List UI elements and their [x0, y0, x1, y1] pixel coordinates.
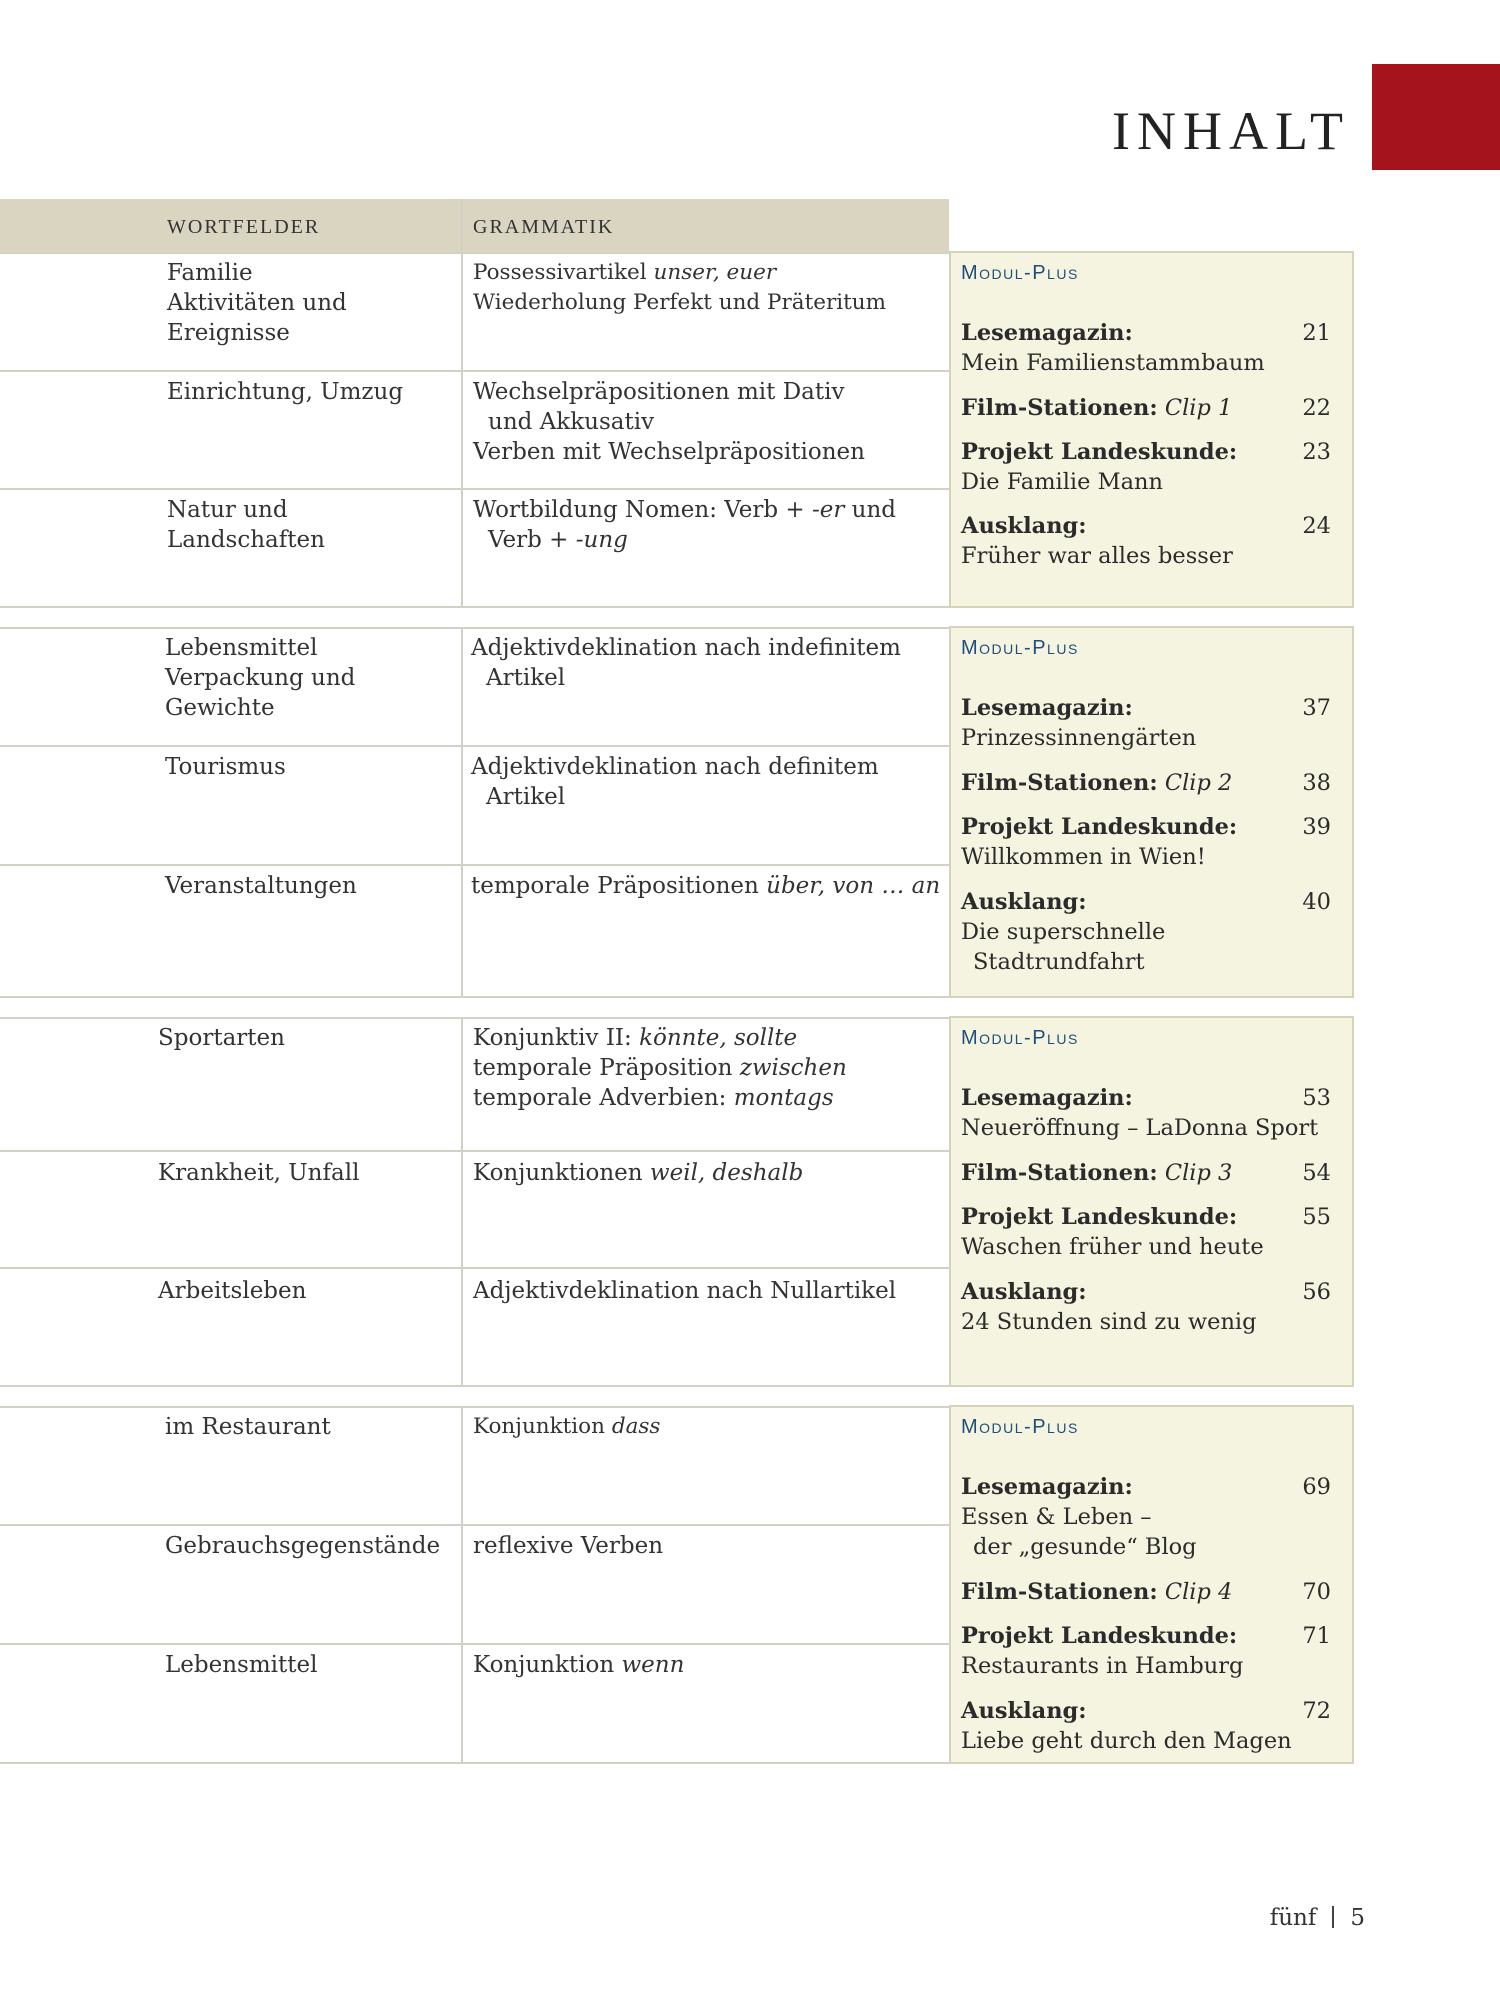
grammatik-cell: temporale Präpositionen über, von … an — [471, 873, 941, 899]
film-stationen-entry: Film-Stationen: Clip 1 22 — [961, 395, 1331, 421]
row-divider — [0, 1762, 949, 1764]
modul-plus-title: Modul-Plus — [961, 262, 1079, 284]
ausklang-entry: Ausklang: 72 Liebe geht durch den Magen — [961, 1698, 1331, 1754]
film-stationen-entry: Film-Stationen: Clip 3 54 — [961, 1160, 1331, 1186]
film-stationen-entry: Film-Stationen: Clip 2 38 — [961, 770, 1331, 796]
projekt-landeskunde-entry: Projekt Landeskunde: 71 Restaurants in Hamburg — [961, 1623, 1331, 1679]
row-divider — [0, 864, 949, 866]
chapter-color-tab — [1372, 64, 1500, 170]
ausklang-entry: Ausklang: 40 Die superschnelle Stadtrundfahrt — [961, 889, 1331, 975]
wortfelder-cell: Lebensmittel Verpackung und Gewichte — [165, 635, 356, 721]
footer-separator — [1332, 1906, 1334, 1928]
grammatik-cell: Konjunktiv II: könnte, sollte temporale Präposition zwischen temporale Adverbien: montags — [473, 1025, 847, 1111]
ausklang-entry: Ausklang: 56 24 Stunden sind zu wenig — [961, 1279, 1331, 1335]
grammatik-cell: Konjunktion dass — [473, 1414, 661, 1439]
page-footer — [1270, 1905, 1365, 1931]
modul-plus-box — [949, 251, 1354, 608]
lesemagazin-entry: Lesemagazin: 21 Mein Familienstammbaum — [961, 320, 1331, 376]
modul-plus-title: Modul-Plus — [961, 1027, 1079, 1049]
column-header-wortfelder: WORTFELDER — [167, 216, 321, 238]
modul-plus-box — [949, 1405, 1354, 1764]
grammatik-cell: Adjektivdeklination nach Nullartikel — [473, 1278, 897, 1304]
page-title: INHALT — [1112, 101, 1350, 161]
grammatik-cell: Adjektivdeklination nach definitem Artikel — [471, 754, 879, 810]
page-number: 5 — [1350, 1905, 1365, 1931]
projekt-landeskunde-entry: Projekt Landeskunde: 23 Die Familie Mann — [961, 439, 1331, 495]
row-divider — [0, 1017, 949, 1019]
modul-plus-title: Modul-Plus — [961, 637, 1079, 659]
grammatik-cell: Adjektivdeklination nach indefinitem Artikel — [471, 635, 901, 691]
wortfelder-cell: Arbeitsleben — [158, 1278, 307, 1304]
footer-word: fünf — [1269, 1905, 1317, 1931]
modul-plus-title: Modul-Plus — [961, 1416, 1079, 1438]
column-divider — [461, 627, 463, 996]
projekt-landeskunde-entry: Projekt Landeskunde: 55 Waschen früher und heute — [961, 1204, 1331, 1260]
row-divider — [0, 627, 949, 629]
grammatik-cell: Wortbildung Nomen: Verb + -er und Verb + -ung — [473, 497, 897, 553]
wortfelder-cell: Krankheit, Unfall — [158, 1160, 360, 1186]
row-divider — [0, 1150, 949, 1152]
row-divider — [0, 1406, 949, 1408]
projekt-landeskunde-entry: Projekt Landeskunde: 39 Willkommen in Wien! — [961, 814, 1331, 870]
wortfelder-cell: Natur und Landschaften — [167, 497, 325, 553]
column-divider — [461, 252, 463, 606]
lesemagazin-entry: Lesemagazin: 53 Neueröffnung – LaDonna Sport — [961, 1085, 1331, 1141]
grammatik-cell: reflexive Verben — [473, 1533, 664, 1559]
row-divider — [0, 606, 949, 608]
row-divider — [0, 488, 949, 490]
grammatik-cell: Possessivartikel unser, euer Wiederholung Perfekt und Präteritum — [473, 260, 886, 315]
row-divider — [0, 1267, 949, 1269]
lesemagazin-entry: Lesemagazin: 37 Prinzessinnengärten — [961, 695, 1331, 751]
modul-plus-box — [949, 626, 1354, 998]
column-divider — [461, 1406, 463, 1762]
wortfelder-cell: Sportarten — [158, 1025, 285, 1051]
modul-plus-box — [949, 1016, 1354, 1387]
wortfelder-cell: Gebrauchsgegenstände — [165, 1533, 441, 1559]
wortfelder-cell: Lebensmittel — [165, 1652, 318, 1678]
wortfelder-cell: Tourismus — [165, 754, 286, 780]
column-divider — [461, 1017, 463, 1385]
grammatik-cell: Konjunktion wenn — [473, 1652, 685, 1678]
row-divider — [0, 745, 949, 747]
column-header-grammatik: GRAMMATIK — [473, 216, 615, 238]
wortfelder-cell: Einrichtung, Umzug — [167, 379, 404, 405]
row-divider — [0, 996, 949, 998]
wortfelder-cell: Veranstaltungen — [165, 873, 357, 899]
lesemagazin-entry: Lesemagazin: 69 Essen & Leben – der „gesunde“ Blog — [961, 1474, 1331, 1560]
row-divider — [0, 1524, 949, 1526]
film-stationen-entry: Film-Stationen: Clip 4 70 — [961, 1579, 1331, 1605]
row-divider — [0, 1385, 949, 1387]
row-divider — [0, 370, 949, 372]
row-divider — [0, 1643, 949, 1645]
ausklang-entry: Ausklang: 24 Früher war alles besser — [961, 513, 1331, 569]
grammatik-cell: Wechselpräpositionen mit Dativ und Akkusativ Verben mit Wechselpräpositionen — [473, 379, 865, 465]
wortfelder-cell: im Restaurant — [165, 1414, 331, 1440]
row-divider — [0, 252, 949, 254]
grammatik-cell: Konjunktionen weil, deshalb — [473, 1160, 804, 1186]
header-divider — [461, 199, 463, 252]
wortfelder-cell: Familie Aktivitäten und Ereignisse — [167, 260, 347, 346]
